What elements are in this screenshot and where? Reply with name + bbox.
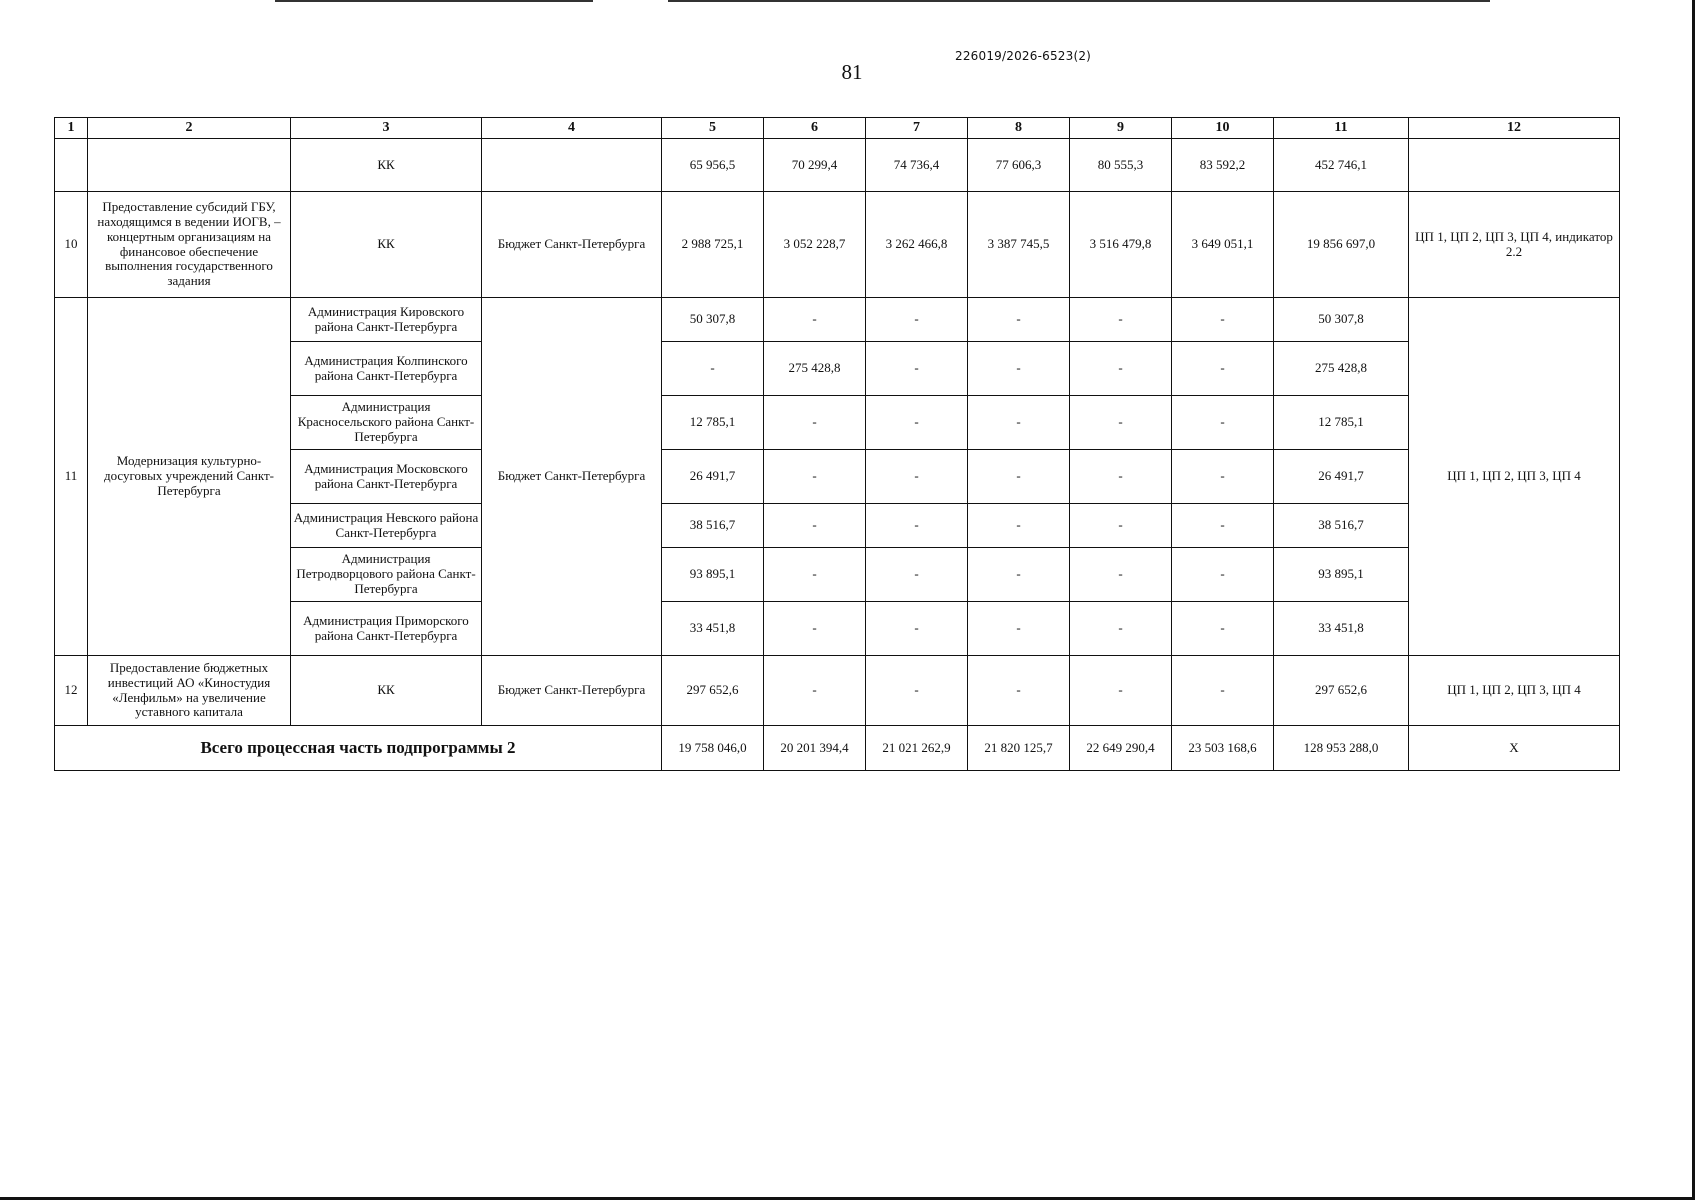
value-cell: - (866, 656, 968, 726)
value-cell: - (866, 602, 968, 656)
total-label: Всего процессная часть подпрограммы 2 (55, 726, 662, 771)
value-cell: 38 516,7 (1274, 504, 1409, 548)
value-cell: 65 956,5 (662, 139, 764, 192)
value-cell: - (866, 342, 968, 396)
value-cell: 3 649 051,1 (1172, 192, 1274, 298)
program-table (54, 117, 1620, 771)
value-cell: - (1172, 656, 1274, 726)
value-cell: 21 820 125,7 (968, 726, 1070, 771)
executor-cell: КК (291, 656, 482, 726)
value-cell: - (1172, 548, 1274, 602)
value-cell: - (1070, 602, 1172, 656)
value-cell: - (764, 450, 866, 504)
value-cell: 275 428,8 (1274, 342, 1409, 396)
executor-cell: Администрация Невского района Санкт-Петербурга (291, 504, 482, 548)
targets-cell: X (1409, 726, 1620, 771)
table-row (55, 139, 1620, 192)
row-number-cell: 10 (55, 192, 88, 298)
table-row (55, 192, 1620, 298)
column-number-header: 9 (1070, 118, 1172, 139)
column-number-header: 1 (55, 118, 88, 139)
column-number-header: 5 (662, 118, 764, 139)
value-cell: - (764, 396, 866, 450)
value-cell: 93 895,1 (662, 548, 764, 602)
row-number-cell: 12 (55, 656, 88, 726)
executor-cell: Администрация Московского района Санкт-Петербурга (291, 450, 482, 504)
table-row (55, 656, 1620, 726)
value-cell: - (764, 548, 866, 602)
value-cell: - (968, 450, 1070, 504)
value-cell: - (1172, 504, 1274, 548)
value-cell: 19 856 697,0 (1274, 192, 1409, 298)
value-cell: - (764, 504, 866, 548)
value-cell: - (968, 656, 1070, 726)
targets-cell: ЦП 1, ЦП 2, ЦП 3, ЦП 4 (1409, 656, 1620, 726)
measure-name-cell: Предоставление субсидий ГБУ, находящимся в ведении ИОГВ, – концертным организациям на финансовое обеспечение выполнения государственного задания (88, 192, 291, 298)
total-row (55, 726, 1620, 771)
executor-cell: Администрация Красносельского района Санкт-Петербурга (291, 396, 482, 450)
value-cell: - (968, 396, 1070, 450)
value-cell: - (866, 450, 968, 504)
value-cell: 80 555,3 (1070, 139, 1172, 192)
value-cell: - (968, 298, 1070, 342)
value-cell: 12 785,1 (662, 396, 764, 450)
value-cell: 275 428,8 (764, 342, 866, 396)
value-cell: 19 758 046,0 (662, 726, 764, 771)
top-rule-left (275, 0, 593, 2)
value-cell: - (968, 342, 1070, 396)
value-cell: 3 387 745,5 (968, 192, 1070, 298)
value-cell: - (866, 548, 968, 602)
value-cell: 297 652,6 (1274, 656, 1409, 726)
value-cell: 26 491,7 (662, 450, 764, 504)
targets-cell (1409, 139, 1620, 192)
value-cell: - (968, 504, 1070, 548)
value-cell: - (1172, 450, 1274, 504)
value-cell: 12 785,1 (1274, 396, 1409, 450)
targets-cell: ЦП 1, ЦП 2, ЦП 3, ЦП 4 (1409, 298, 1620, 656)
value-cell: - (1070, 342, 1172, 396)
executor-cell: Администрация Колпинского района Санкт-Петербурга (291, 342, 482, 396)
executor-cell: Администрация Кировского района Санкт-Петербурга (291, 298, 482, 342)
executor-cell: Администрация Петродворцового района Санкт-Петербурга (291, 548, 482, 602)
value-cell: - (764, 602, 866, 656)
column-number-header: 4 (482, 118, 662, 139)
header-row (55, 118, 1620, 139)
value-cell: - (866, 298, 968, 342)
source-cell: Бюджет Санкт-Петербурга (482, 192, 662, 298)
document-stamp: 226019/2026-6523(2) (955, 49, 1092, 63)
value-cell: - (1070, 504, 1172, 548)
value-cell: - (1172, 342, 1274, 396)
table-row (55, 298, 1620, 342)
value-cell: - (866, 504, 968, 548)
value-cell: - (968, 602, 1070, 656)
source-cell: Бюджет Санкт-Петербурга (482, 656, 662, 726)
measure-name-cell: Предоставление бюджетных инвестиций АО «Киностудия «Ленфильм» на увеличение уставного капитала (88, 656, 291, 726)
value-cell: 3 262 466,8 (866, 192, 968, 298)
targets-cell: ЦП 1, ЦП 2, ЦП 3, ЦП 4, индикатор 2.2 (1409, 192, 1620, 298)
value-cell: 297 652,6 (662, 656, 764, 726)
page-number: 81 (841, 60, 863, 84)
value-cell: 21 021 262,9 (866, 726, 968, 771)
value-cell: 452 746,1 (1274, 139, 1409, 192)
source-cell: Бюджет Санкт-Петербурга (482, 298, 662, 656)
value-cell: 26 491,7 (1274, 450, 1409, 504)
value-cell: - (764, 298, 866, 342)
value-cell: 33 451,8 (662, 602, 764, 656)
column-number-header: 12 (1409, 118, 1620, 139)
source-cell (482, 139, 662, 192)
value-cell: 83 592,2 (1172, 139, 1274, 192)
value-cell: 128 953 288,0 (1274, 726, 1409, 771)
column-number-header: 11 (1274, 118, 1409, 139)
value-cell: - (1070, 298, 1172, 342)
value-cell: 50 307,8 (1274, 298, 1409, 342)
value-cell: 3 052 228,7 (764, 192, 866, 298)
measure-name-cell: Модернизация культурно-досуговых учреждений Санкт-Петербурга (88, 298, 291, 656)
executor-cell: Администрация Приморского района Санкт-Петербурга (291, 602, 482, 656)
value-cell: - (1070, 656, 1172, 726)
column-number-header: 6 (764, 118, 866, 139)
value-cell: - (1172, 602, 1274, 656)
value-cell: - (968, 548, 1070, 602)
top-rule-right (668, 0, 1490, 2)
value-cell: - (1070, 450, 1172, 504)
value-cell: 2 988 725,1 (662, 192, 764, 298)
value-cell: 20 201 394,4 (764, 726, 866, 771)
value-cell: 77 606,3 (968, 139, 1070, 192)
value-cell: 23 503 168,6 (1172, 726, 1274, 771)
value-cell: - (866, 396, 968, 450)
value-cell: 38 516,7 (662, 504, 764, 548)
value-cell: - (1070, 548, 1172, 602)
row-number-cell (55, 139, 88, 192)
value-cell: - (1070, 396, 1172, 450)
value-cell: - (1172, 396, 1274, 450)
column-number-header: 10 (1172, 118, 1274, 139)
measure-name-cell (88, 139, 291, 192)
value-cell: - (662, 342, 764, 396)
column-number-header: 7 (866, 118, 968, 139)
executor-cell: КК (291, 192, 482, 298)
value-cell: 70 299,4 (764, 139, 866, 192)
column-number-header: 8 (968, 118, 1070, 139)
column-number-header: 2 (88, 118, 291, 139)
value-cell: 74 736,4 (866, 139, 968, 192)
value-cell: 22 649 290,4 (1070, 726, 1172, 771)
value-cell: - (764, 656, 866, 726)
value-cell: 50 307,8 (662, 298, 764, 342)
value-cell: - (1172, 298, 1274, 342)
value-cell: 3 516 479,8 (1070, 192, 1172, 298)
value-cell: 93 895,1 (1274, 548, 1409, 602)
column-number-header: 3 (291, 118, 482, 139)
executor-cell: КК (291, 139, 482, 192)
value-cell: 33 451,8 (1274, 602, 1409, 656)
row-number-cell: 11 (55, 298, 88, 656)
